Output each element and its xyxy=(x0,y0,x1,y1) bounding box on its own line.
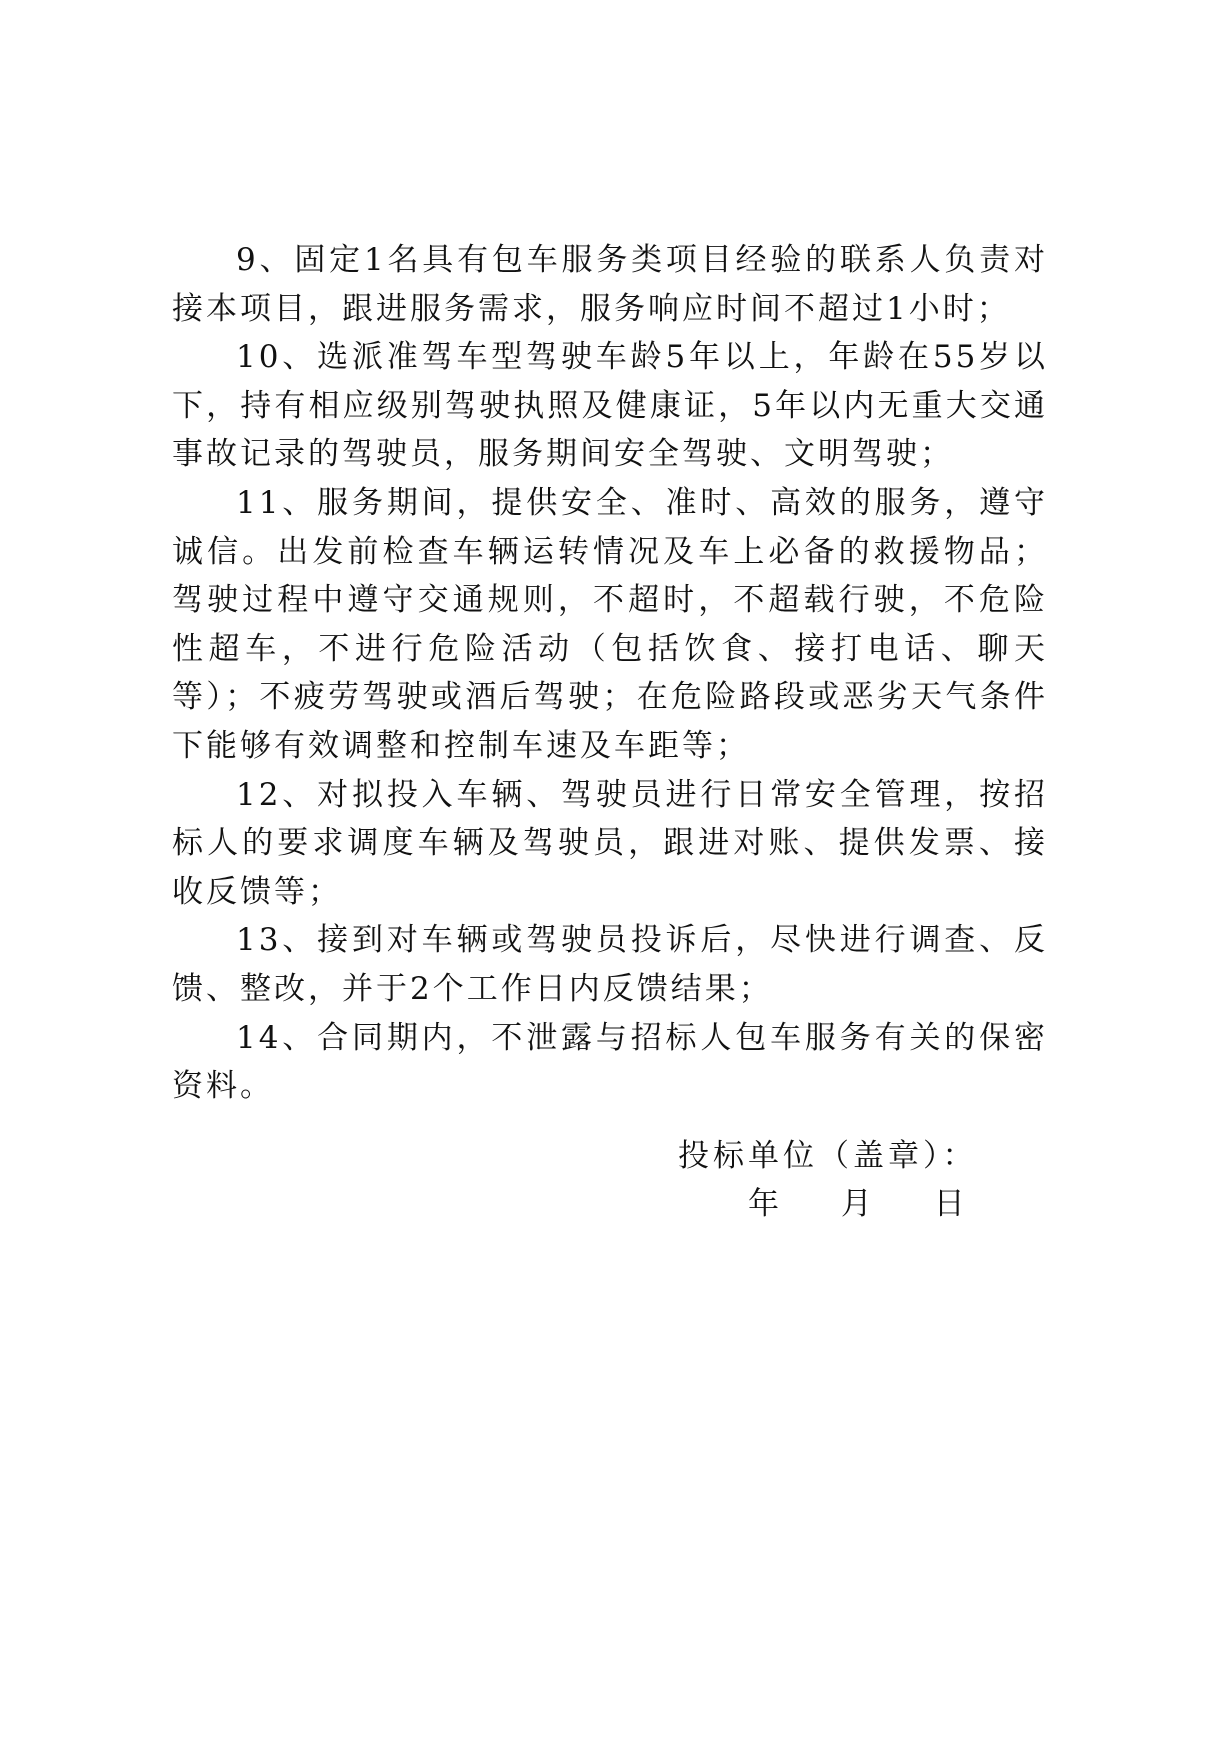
bidder-unit-label: 投标单位（盖章）： xyxy=(678,1138,978,1174)
year-label: 年 xyxy=(748,1186,783,1222)
day-label: 日 xyxy=(933,1186,969,1222)
clause-12: 12、对拟投入车辆、驾驶员进行日常安全管理，按招标人的要求调度车辆及驾驶员，跟进对账、提供发票、接收反馈等； xyxy=(172,776,1048,910)
document-body xyxy=(172,236,1048,1111)
clause-14: 14、合同期内，不泄露与招标人包车服务有关的保密资料。 xyxy=(172,1019,1048,1105)
date-line xyxy=(678,1180,978,1228)
clause-9: 9、固定1名具有包车服务类项目经验的联系人负责对接本项目，跟进服务需求，服务响应时间不超过1小时； xyxy=(172,242,1048,327)
clause-10: 10、选派准驾车型驾驶车龄5年以上，年龄在55岁以下，持有相应级别驾驶执照及健康证，5年以内无重大交通事故记录的驾驶员，服务期间安全驾驶、文明驾驶； xyxy=(172,339,1048,473)
signature-block xyxy=(678,1132,978,1228)
month-label: 月 xyxy=(840,1186,876,1222)
clause-13: 13、接到对车辆或驾驶员投诉后，尽快进行调查、反馈、整改，并于2个工作日内反馈结果； xyxy=(172,922,1048,1007)
clause-11: 11、服务期间，提供安全、准时、高效的服务，遵守诚信。出发前检查车辆运转情况及车上必备的救援物品；驾驶过程中遵守交通规则，不超时，不超载行驶，不危险性超车，不进行危险活动（包括饮食、接打电话、聊天等）；不疲劳驾驶或酒后驾驶；在危险路段或恶劣天气条件下能够有效调整和控制车速及车距等； xyxy=(172,484,1048,764)
